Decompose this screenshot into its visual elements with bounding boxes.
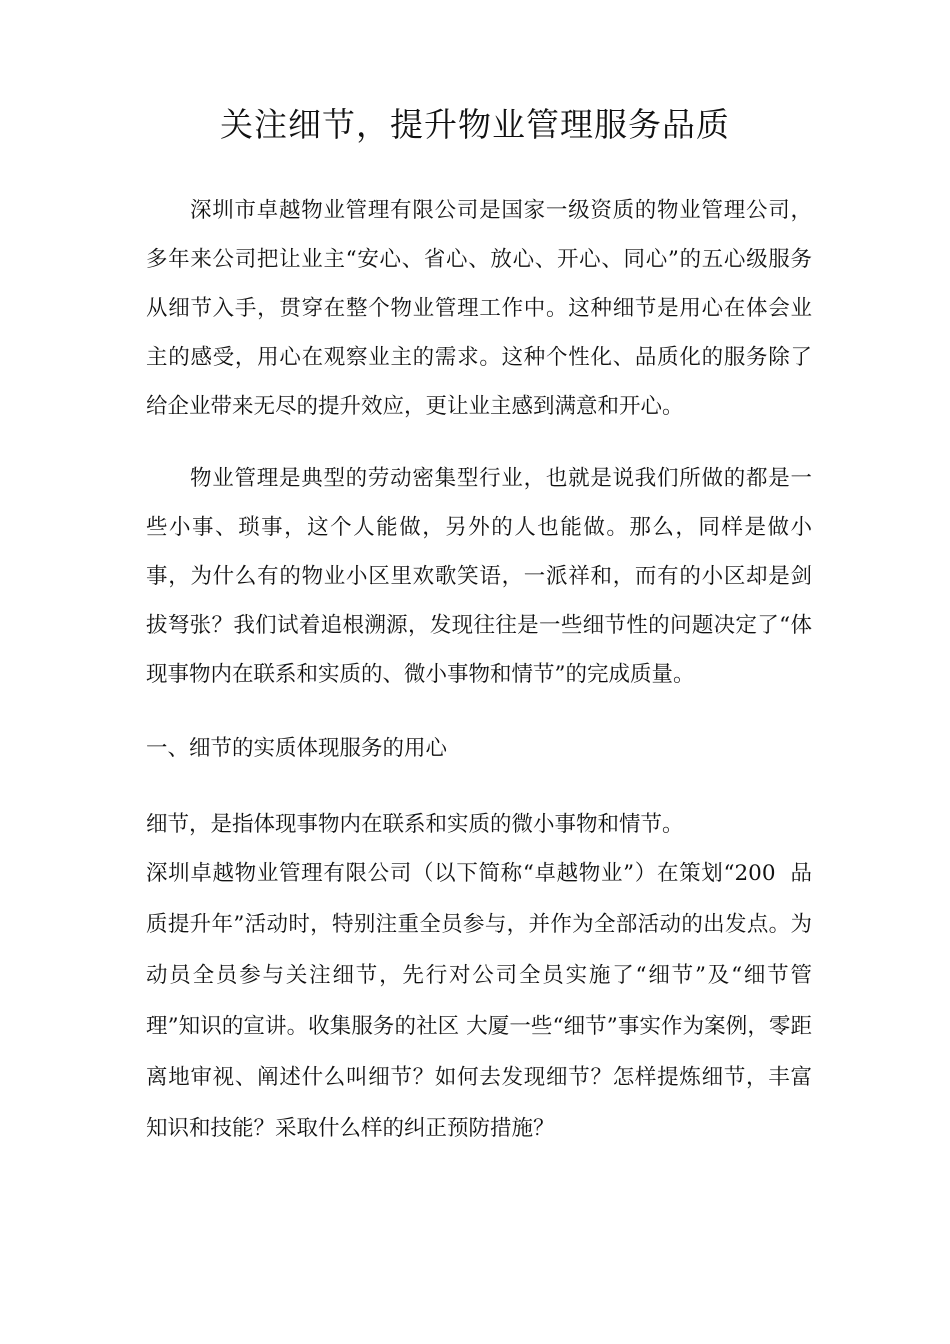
paragraph-intro: 深圳市卓越物业管理有限公司是国家一级资质的物业管理公司，多年来公司把让业主“安心、省心、放心、开心、同心”的五心级服务从细节入手，贯穿在整个物业管理工作中。这种细节是用心在体会业主的感受，用心在观察业主的需求。这种个性化、品质化的服务除了给企业带来无尽的提升效应，更让业主感到满意和开心。 bbox=[146, 198, 812, 419]
document-title: 关注细节，提升物业管理服务品质 bbox=[220, 105, 730, 144]
paragraph-body: 深圳卓越物业管理有限公司（以下简称“卓越物业”）在策划“200 品质提升年”活动时，特别注重全员参与，并作为全部活动的出发点。为动员全员参与关注细节，先行对公司全员实施了“细节”及“细节管理”知识的宣讲。收集服务的社区 大厦一些“细节”事实作为案例，零距离地审视、阐述什么叫细节？如何去发现细节？怎样提炼细节，丰富知识和技能？采取什么样的纠正预防措施？ bbox=[146, 861, 812, 1141]
section-heading: 一、细节的实质体现服务的用心 bbox=[146, 736, 448, 761]
paragraph-definition: 细节，是指体现事物内在联系和实质的微小事物和情节。 bbox=[146, 812, 684, 837]
paragraph-industry: 物业管理是典型的劳动密集型行业，也就是说我们所做的都是一些小事、琐事，这个人能做，另外的人也能做。那么，同样是做小事，为什么有的物业小区里欢歌笑语，一派祥和，而有的小区却是剑拔弩张？我们试着追根溯源，发现往往是一些细节性的问题决定了“体现事物内在联系和实质的、微小事物和情节”的完成质量。 bbox=[146, 466, 812, 687]
